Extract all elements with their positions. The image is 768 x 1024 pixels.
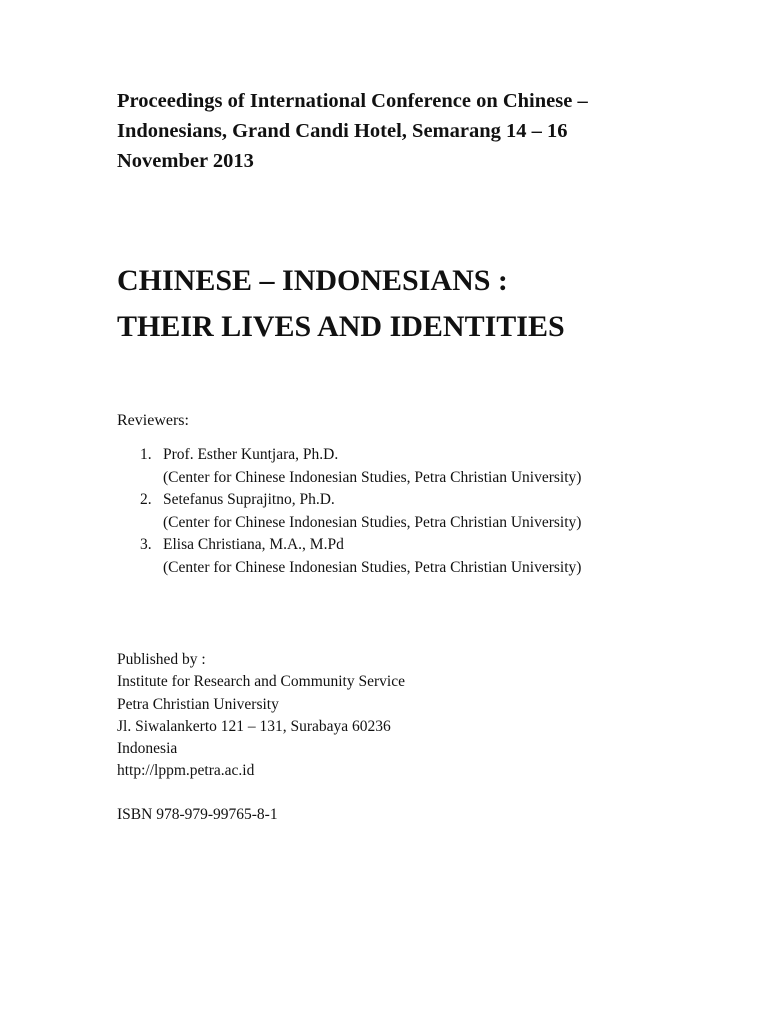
- title-line: CHINESE – INDONESIANS :: [117, 264, 508, 297]
- proceedings-line: Proceedings of International Conference on Chinese –: [117, 90, 588, 112]
- publisher-url: http://lppm.petra.ac.id: [117, 762, 255, 780]
- publisher-country: Indonesia: [117, 740, 178, 758]
- isbn: ISBN 978-979-99765-8-1: [117, 806, 278, 823]
- reviewers-label: Reviewers:: [117, 412, 189, 429]
- book-title: [117, 258, 717, 350]
- reviewer-name: Prof. Esther Kuntjara, Ph.D.: [163, 446, 339, 463]
- publisher-institute: Institute for Research and Community Service: [117, 673, 405, 691]
- publisher-label: Published by :: [117, 651, 206, 668]
- reviewer-item: [117, 489, 677, 534]
- reviewer-list: [117, 444, 677, 579]
- reviewer-item: [117, 444, 677, 489]
- publisher-block: [117, 649, 677, 783]
- reviewer-number: 3.: [140, 536, 152, 553]
- reviewer-item: [117, 534, 677, 579]
- title-line: THEIR LIVES AND IDENTITIES: [117, 310, 565, 343]
- reviewer-number: 1.: [140, 446, 152, 463]
- reviewer-number: 2.: [140, 491, 152, 508]
- publisher-address: Jl. Siwalankerto 121 – 131, Surabaya 60236: [117, 717, 391, 735]
- proceedings-heading: [117, 86, 677, 176]
- reviewer-affiliation: (Center for Chinese Indonesian Studies, Petra Christian University): [163, 558, 582, 576]
- reviewer-name: Elisa Christiana, M.A., M.Pd: [163, 536, 344, 553]
- reviewer-name: Setefanus Suprajitno, Ph.D.: [163, 491, 335, 508]
- reviewer-affiliation: (Center for Chinese Indonesian Studies, Petra Christian University): [163, 513, 582, 531]
- proceedings-line: Indonesians, Grand Candi Hotel, Semarang 14 – 16: [117, 120, 568, 142]
- publisher-university: Petra Christian University: [117, 695, 279, 713]
- proceedings-line: November 2013: [117, 150, 254, 172]
- reviewer-affiliation: (Center for Chinese Indonesian Studies, Petra Christian University): [163, 468, 582, 486]
